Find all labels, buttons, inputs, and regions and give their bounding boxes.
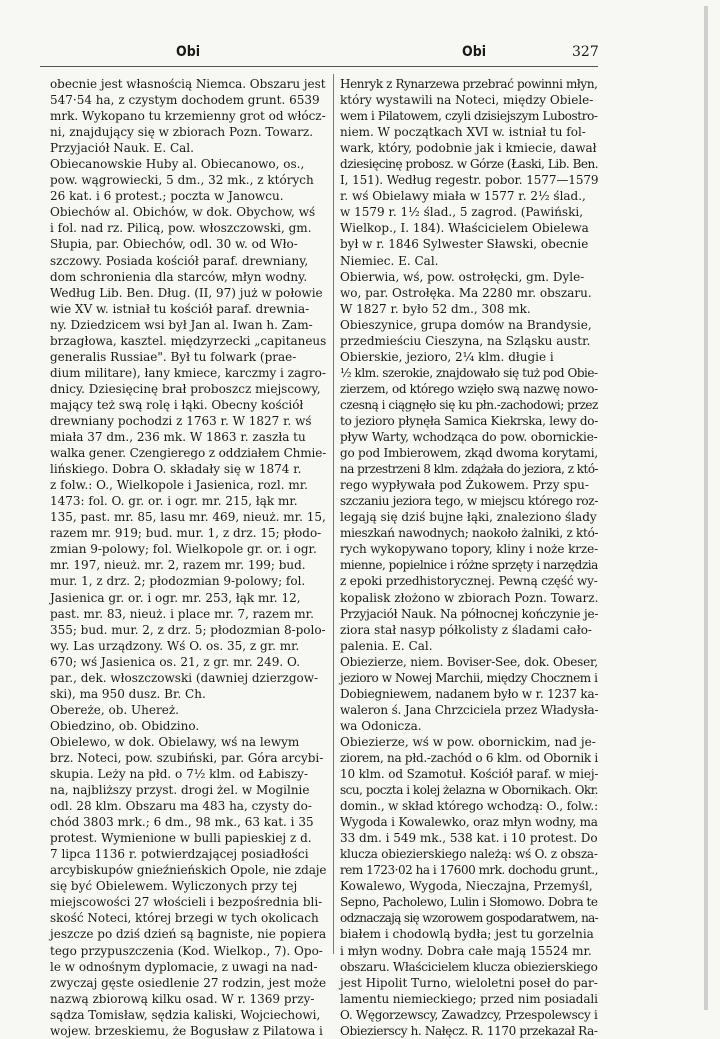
- text-line: ski), ma 950 dusz. Br. Ch.: [50, 686, 206, 701]
- text-line: szczaniu jeziora tego, w miejscu którego roz-: [340, 494, 598, 509]
- running-head-center: Obi: [462, 44, 487, 60]
- text-line: Wygoda i Kowalewko, oraz młyn wodny, ma: [340, 815, 598, 830]
- text-line: 547·54 ha, z czystym dochodem grunt. 6539: [50, 93, 320, 108]
- text-line: z epoki przedhistorycznej. Pewną część wy-: [340, 574, 598, 589]
- text-line: jest Hipolit Turno, wieloletni poseł do par-: [340, 975, 598, 990]
- text-line: 26 kat. i 6 protest.; poczta w Janowcu.: [50, 189, 284, 204]
- text-line: w 1579 r. 1½ ślad., 5 zagrod. (Pawiński,: [340, 205, 584, 220]
- text-line: go pod Imbierowem, zkąd dwoma korytami,: [340, 446, 598, 461]
- text-line: zierzem, od którego wzięło swą nazwę nowo-: [340, 381, 598, 396]
- text-line: niem. W początkach XVI w. istniał tu fol-: [340, 125, 586, 140]
- text-line: Przyjaciół Nauk. E. Cal.: [50, 141, 194, 156]
- text-line: kopalisk złożono w zbiorach Pozn. Towarz.: [340, 590, 599, 605]
- text-line: I, 151). Według regestr. pobor. 1577—1579: [340, 173, 599, 188]
- text-line: 7 lipca 1136 r. potwierdzającej posiadłości: [50, 847, 309, 862]
- text-line: nazwą zbiorową kilku osad. W r. 1369 przy-: [50, 991, 315, 1006]
- text-line: Obierwia, wś, pow. ostrołęcki, gm. Dyle-: [340, 269, 585, 284]
- text-line: ni, znajdujący się w zbiorach Pozn. Towarz.: [50, 125, 314, 140]
- text-line: arcybiskupów gnieźnieńskich Opole, nie zdaje: [50, 863, 327, 878]
- text-line: 670; wś Jasienica os. 21, z gr. mr. 249. O.: [50, 654, 301, 669]
- text-line: dnicy. Dziesięcinę brał proboszcz miejscowy,: [50, 381, 321, 396]
- text-line: mr. 197, nieuż. mr. 2, razem mr. 199; bud.: [50, 558, 306, 573]
- text-line: mienne, popielnice i różne sprzęty i narzędzia: [340, 558, 598, 573]
- text-line: Obereże, ob. Uhereż.: [50, 702, 179, 717]
- text-line: Niemiec. E. Cal.: [340, 253, 439, 268]
- text-line: r. wś Obielawy miała w 1577 r. 2½ ślad.,: [340, 189, 586, 204]
- text-line: mur. 1, z drz. 2; płodozmian 9-polowy; fol.: [50, 574, 306, 589]
- text-line: i młyn wodny. Dobra całe mają 15524 mr.: [340, 943, 592, 958]
- text-line: waleron ś. Jana Chrzciciela przez Władysła-: [340, 702, 599, 717]
- text-line: sądza Tomisław, sędzia kaliski, Wojciechowi,: [50, 1007, 321, 1022]
- text-line: dziesięcinę probosz. w Górze (Łaski, Lib. Ben.: [340, 157, 599, 172]
- text-line: 135, past. mr. 85, lasu mr. 469, nieuż. mr. 15,: [50, 510, 326, 525]
- text-line: lińskiego. Dobra O. składały się w 1874 r.: [50, 462, 302, 477]
- page-number: 327: [572, 44, 599, 60]
- text-line: odl. 28 klm. Obszaru ma 483 ha, czysty do-: [50, 799, 312, 814]
- text-line: brzagłowa, kasztel. międzyrzecki „capitaneus: [50, 333, 327, 348]
- text-line: odznaczają się wzorowem gospodaratwem, na-: [340, 911, 599, 926]
- text-line: walka gener. Czengierego z oddziałem Chmie-: [50, 446, 327, 461]
- text-line: to jezioro płynęła Samica Kiekrska, lewy do-: [340, 413, 599, 428]
- text-line: Obiedzino, ob. Obidzino.: [50, 718, 200, 733]
- text-line: ½ klm. szerokie, znajdowało się tuż pod Obie-: [340, 365, 598, 380]
- text-line: protest. Wymienione w bulli papieskiej z d.: [50, 831, 312, 846]
- text-line: Przyjaciół Nauk. Na północnej kończynie je-: [340, 606, 599, 621]
- text-line: mieszkań nawodnych; naokoło żalniki, z któ-: [340, 526, 599, 541]
- text-line: Kowalewo, Wygoda, Nieczajna, Przemyśl,: [340, 879, 593, 894]
- right-column: [340, 76, 598, 1039]
- left-column: [50, 76, 326, 1039]
- text-line: był w r. 1846 Sylwester Sławski, obecnie: [340, 237, 589, 252]
- text-line: 33 dm. i 549 mk., 538 kat. i 10 protest. Do: [340, 831, 598, 846]
- text-line: rem 1723·02 ha i 17600 mrk. dochodu grunt.,: [340, 863, 598, 878]
- text-line: wark, który, podobnie jak i kmiecie, dawał: [340, 141, 597, 156]
- text-line: Słupia, par. Obiechów, odl. 30 w. od Wło-: [50, 237, 298, 252]
- text-line: lamentu niemieckiego; przed nim posiadali: [340, 991, 598, 1006]
- text-line: rego wypływała pod Żukowem. Przy spu-: [340, 478, 589, 493]
- text-line: 355; bud. mur. 2, z drz. 5; płodozmian 8-polo-: [50, 622, 326, 637]
- text-line: i fol. nad rz. Pilicą, pow. włoszczowski, gm.: [50, 221, 312, 236]
- text-line: scu, poczta i kolej żelazna w Obornikach. Okr.: [340, 783, 599, 798]
- text-line: wy. Las urządzony. Wś O. os. 35, z gr. mr.: [50, 638, 300, 653]
- text-line: ziorem, na płd.-zachód o 6 klm. od Obornik i: [340, 750, 598, 765]
- text-line: skupia. Leży na płd. o 7½ klm. od Łabiszy-: [50, 767, 308, 782]
- text-line: W 1827 r. było 52 dm., 308 mk.: [340, 301, 531, 316]
- text-line: 1473: fol. O. gr. or. i ogr. mr. 215, łąk mr.: [50, 494, 298, 509]
- text-line: Jasienica gr. or. i ogr. mr. 253, łąk mr. 12,: [50, 590, 301, 605]
- text-line: past. mr. 83, nieuż. i place mr. 7, razem mr.: [50, 606, 314, 621]
- text-line: wojew. brzeskiemu, że Bogusław z Pilatowa i: [50, 1023, 323, 1038]
- text-line: który wystawili na Noteci, między Obiele-: [340, 93, 594, 108]
- text-line: Dobiegniewem, nadanem było w r. 1237 ka-: [340, 686, 599, 701]
- text-line: wa Odonicza.: [340, 718, 422, 733]
- text-line: zwyczaj gęste osiedlenie 27 rodzin, jest może: [50, 975, 327, 990]
- text-line: Obiezierscy h. Nałęcz. R. 1170 przekazał Ra-: [340, 1023, 598, 1038]
- text-line: Obiezierze, wś w pow. obornickim, nad je-: [340, 734, 596, 749]
- text-line: Obielewo, w dok. Obielawy, wś na lewym: [50, 734, 300, 749]
- text-line: palenia. E. Cal.: [340, 638, 433, 653]
- text-line: Według Lib. Ben. Dług. (II, 97) już w połowie: [50, 285, 323, 300]
- text-line: pow. wągrowiecki, 5 dm., 32 mk., z których: [50, 173, 314, 188]
- scan-edge: [704, 6, 708, 1010]
- text-line: na przestrzeni 8 klm. zdążała do jeziora, z któ-: [340, 462, 599, 477]
- text-line: pływ Warty, wchodząca do pow. obornickie-: [340, 430, 598, 445]
- text-line: tego przypuszczenia (Kod. Wielkop., 7). Opo-: [50, 943, 323, 958]
- text-line: czesną i ciągnęło się ku płn.-zachodowi; przez: [340, 397, 598, 412]
- text-line: skość Noteci, której brzegi w tych okolicach: [50, 911, 319, 926]
- text-line: Obiecanowskie Huby al. Obiecanowo, os.,: [50, 157, 305, 172]
- text-line: ziora stał nasyp półkolisty z śladami cało-: [340, 622, 592, 637]
- text-line: O. Węgorzewscy, Zawadzcy, Przespolewscy i: [340, 1007, 598, 1022]
- text-line: miała 37 dm., 236 mk. W 1863 r. zaszła tu: [50, 430, 306, 445]
- text-line: brz. Noteci, pow. szubiński, par. Góra arcybi-: [50, 750, 324, 765]
- text-line: Obiechów al. Obichów, w dok. Obychow, wś: [50, 205, 316, 220]
- text-line: wem i Pilatowem, czyli dzisiejszym Lubostro-: [340, 109, 598, 124]
- text-line: szczowy. Posiada kościół paraf. drewniany,: [50, 253, 309, 268]
- text-line: białem i chodowlą bydła; jest tu gorzelnia: [340, 927, 594, 942]
- text-line: Wielkop., I. 184). Właścicielem Obielewa: [340, 221, 589, 236]
- text-line: obecnie jest własnością Niemca. Obszaru jest: [50, 77, 326, 91]
- running-head-left: Obi: [176, 44, 201, 60]
- text-line: legają się dziś bujne łąki, znaleziono ślady: [340, 510, 597, 525]
- text-line: Obierskie, jezioro, 2¼ klm. długie i: [340, 349, 554, 364]
- text-line: mrk. Wykopano tu krzemienny grot od włócz-: [50, 109, 326, 124]
- text-line: dium militare), łany kmiece, karczmy i zagro-: [50, 365, 326, 380]
- text-line: na, najbliższy przyst. drogi żel. w Mogilnie: [50, 783, 310, 798]
- text-line: zmian 9-polowy; fol. Wielkopole gr. or. i ogr.: [50, 542, 317, 557]
- text-line: miejscowości 27 włościeli i bezpośrednia bli-: [50, 895, 323, 910]
- text-line: le w odnośnym dyplomacie, z uwagi na nad-: [50, 959, 318, 974]
- text-line: jeszcze po dziś dzień są bagniste, nie popiera: [50, 927, 327, 942]
- text-line: Obieszynice, grupa domów na Brandysie,: [340, 317, 592, 332]
- text-line: wo, par. Ostrołęka. Ma 2280 mr. obszaru.: [340, 285, 592, 300]
- text-line: klucza obiezierskiego należą: wś O. z obsza-: [340, 847, 598, 862]
- text-line: drewniany pochodzi z 1763 r. W 1827 r. wś: [50, 413, 312, 428]
- text-line: jezioro w Nowej Marchii, między Chocznem i: [340, 670, 598, 685]
- text-line: z folw.: O., Wielkopole i Jasienica, rozl. mr.: [50, 478, 308, 493]
- column-divider: [333, 74, 334, 954]
- text-line: Henryk z Rynarzewa przebrać powinni młyn,: [340, 77, 598, 91]
- text-line: 10 klm. od Szamotuł. Kościół paraf. w miej-: [340, 767, 599, 782]
- header-rule: [40, 66, 598, 67]
- text-line: domin., w skład którego wchodzą: O., folw.:: [340, 799, 598, 814]
- text-line: rych wykopywano topory, kliny i noże krze-: [340, 542, 599, 557]
- text-line: dom schronienia dla starców, młyn wodny.: [50, 269, 308, 284]
- text-line: wie XV w. istniał tu kościół paraf. drewnia-: [50, 301, 310, 316]
- text-line: się być Obielewem. Wyliczonych przy tej: [50, 879, 298, 894]
- text-line: Obiezierze, niem. Boviser-See, dok. Obeser,: [340, 654, 598, 669]
- text-line: mający też swą rolę i łąki. Obecny kościół: [50, 397, 304, 412]
- text-line: ny. Dziedzicem wsi był Jan al. Iwan h. Zam-: [50, 317, 313, 332]
- text-line: obszaru. Właścicielem klucza obiezierskiego: [340, 959, 598, 974]
- text-line: razem mr. 919; bud. mur. 1, z drz. 15; płodo-: [50, 526, 322, 541]
- text-line: chód 3803 mrk.; 6 dm., 98 mk., 63 kat. i 35: [50, 815, 314, 830]
- text-line: Sepno, Pacholewo, Lulin i Słomowo. Dobra te: [340, 895, 598, 910]
- text-line: generalis Russiae". Był tu folwark (prae-: [50, 349, 297, 364]
- text-line: par., dek. włoszczowski (dawniej dzierzgow-: [50, 670, 319, 685]
- text-line: przedmieściu Cieszyna, na Szląsku austr.: [340, 333, 591, 348]
